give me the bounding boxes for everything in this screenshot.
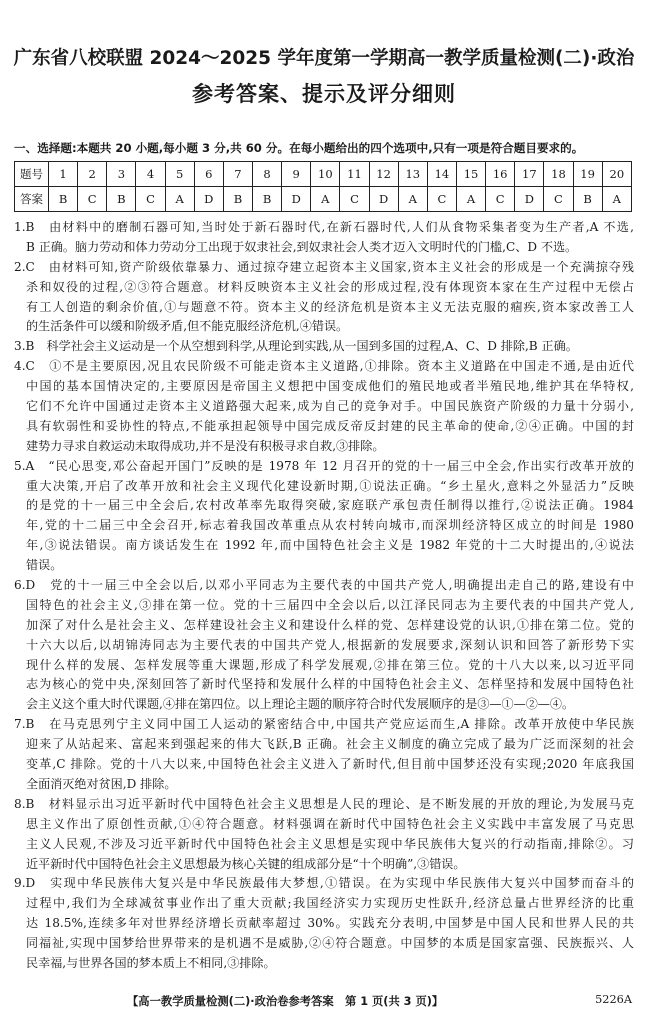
explanation-item (14, 357, 634, 456)
explanation-line: 中国的基本国情决定的,主要原因是帝国主义想把中国变成他们的殖民地或者半殖民地,维护其在华特权, (26, 379, 634, 394)
explanation-item (14, 795, 634, 875)
answer-cell: B (573, 187, 602, 212)
question-number-cell: 3 (107, 162, 136, 187)
explanation-line: 志为核心的党中央,深刻回答了新时代坚持和发展什么样的中国特色社会主义、怎样坚持和发展中国特色社 (26, 677, 634, 692)
explanation-line: 的生活条件可以缓和阶级矛盾,但不能克服经济危机,④错误。 (26, 319, 349, 334)
answer-cell: A (165, 187, 194, 212)
question-number-cell: 7 (223, 162, 252, 187)
explanation-line: 全面消灭绝对贫困,D 排除。 (26, 776, 177, 791)
explanation-line: 十六大以后,以胡锦涛同志为主要代表的中国共产党人,根据新的发展要求,深刻认识和回答了新形势下实 (26, 637, 634, 652)
explanation-first-line: 8.B 材料显示出习近平新时代中国特色社会主义思想是人民的理论、是不断发展的开放的理论,为发展马克 (14, 796, 634, 811)
question-number-cell: 11 (340, 162, 369, 187)
answer-cell: A (311, 187, 340, 212)
explanation-line: 它们不允许中国通过走资本主义道路强大起来,成为自己的竞争对手。中国民族资产阶级的力量十分弱小, (26, 399, 634, 414)
explanation-line: 建势力寻求自救运动未取得成功,并不是没有积极寻求自救,③排除。 (26, 438, 385, 453)
explanation-line: 过程中,我们为全球减贫事业作出了重大贡献;我国经济实力实现历史性跃升,经济总量占世界经济的比重 (26, 896, 634, 911)
explanation-line: 思主义作出了原创性贡献,①④符合题意。材料强调在新时代中国特色社会主义实践中丰富发展了马克思 (26, 816, 634, 831)
answer-table-answer-row (15, 187, 632, 212)
explanation-first-line: 1.B 由材料中的磨制石器可知,当时处于新石器时代,在新石器时代,人们从食物采集者变为生产者,A 不选, (14, 220, 634, 234)
question-number-cell: 4 (136, 162, 165, 187)
question-number-cell: 16 (486, 162, 515, 187)
explanation-item (14, 218, 634, 258)
explanations-list (14, 218, 634, 974)
explanation-first-line: 9.D 实现中华民族伟大复兴是中华民族最伟大梦想,①错误。在为实现中华民族伟大复兴中国梦而奋斗的 (14, 876, 634, 891)
answer-cell: B (223, 187, 252, 212)
answer-cell: B (252, 187, 281, 212)
answer-cell: B (49, 187, 78, 212)
question-number-cell: 9 (282, 162, 311, 187)
answer-table (14, 161, 632, 212)
explanation-line: 会主义这个重大时代课题,④排在第四位。以上理论主题的顺序符合时代发展顺序的是③—①—②—④。 (26, 697, 575, 712)
answer-table-number-row (15, 162, 632, 187)
explanation-line: 变革,C 排除。党的十八大以来,中国特色社会主义进入了新时代,但目前中国梦还没有实现;2020 年底我国 (26, 757, 634, 772)
question-number-cell: 20 (602, 162, 631, 187)
explanation-line: 国特色的社会主义,③排在第一位。党的十三届四中全会以后,以江泽民同志为主要代表的中国共产党人, (26, 597, 634, 612)
answer-cell: A (602, 187, 631, 212)
explanation-line: 现什么样的发展、怎样发展等重大课题,形成了科学发展观,②排在第三位。党的十八大以来,以习近平同 (26, 657, 634, 672)
explanation-first-line: 4.C ①不是主要原因,况且农民阶级不可能走资本主义道路,①排除。资本主义道路在中国走不通,是由近代 (14, 359, 634, 374)
question-number-cell: 14 (427, 162, 456, 187)
explanation-line: 年,③说法错误。南方谈话发生在 1992 年,而中国特色社会主义是 1982 年党的十二大时提出的,④说法 (26, 538, 634, 553)
answer-cell: B (107, 187, 136, 212)
answer-cell: C (340, 187, 369, 212)
explanation-line: 具有软弱性和妥协性的特点,不能承担起领导中国完成反帝反封建的民主革命的使命,②④正确。中国的封 (26, 418, 634, 433)
answer-cell: C (427, 187, 456, 212)
document-subtitle: 参考答案、提示及评分细则 (192, 82, 456, 106)
explanation-line: B 正确。脑力劳动和体力劳动分工出现于奴隶社会,到奴隶社会人类才迈入文明时代的门槛,C、D 不选。 (26, 239, 578, 254)
question-number-cell: 1 (49, 162, 78, 187)
question-number-cell: 5 (165, 162, 194, 187)
answer-cell: A (456, 187, 485, 212)
explanation-item (14, 258, 634, 338)
question-number-cell: 18 (544, 162, 573, 187)
question-number-cell: 15 (456, 162, 485, 187)
question-number-cell: 17 (515, 162, 544, 187)
explanation-first-line: 7.B 在马克思列宁主义同中国工人运动的紧密结合中,中国共产党应运而生,A 排除。改革开放使中华民族 (14, 717, 634, 732)
answer-cell: C (544, 187, 573, 212)
row-label-number: 题号 (15, 162, 49, 187)
answer-cell: C (78, 187, 107, 212)
explanation-item (14, 457, 634, 576)
question-number-cell: 6 (194, 162, 223, 187)
answer-cell: C (136, 187, 165, 212)
explanation-item (14, 337, 634, 357)
section-heading: 一、选择题:本题共 20 小题,每小题 3 分,共 60 分。在每小题给出的四个选项中,只有一项是符合题目要求的。 (14, 141, 584, 155)
explanation-line: 民幸福,与世界各国的梦本质上不相同,③排除。 (26, 955, 276, 970)
footer-text: 【高一教学质量检测(二)·政治卷参考答案 第 1 页(共 3 页)】 (127, 995, 444, 1008)
explanation-line: 的是党的十一届三中全会后,农村改革率先取得突破,家庭联产承包责任制得以推行,②说法正确。1984 (26, 498, 634, 513)
explanation-line: 近平新时代中国特色社会主义思想最为核心关键的组成部分是“十个明确”,③错误。 (26, 856, 466, 871)
explanation-item (14, 715, 634, 795)
question-number-cell: 12 (369, 162, 398, 187)
explanation-line: 加深了对什么是社会主义、怎样建设社会主义和建设什么样的党、怎样建设党的认识,①排在第二位。党的 (26, 617, 634, 632)
answer-cell: A (398, 187, 427, 212)
answer-cell: D (369, 187, 398, 212)
explanation-line: 同福祉,实现中国梦给世界带来的是机遇不是威胁,②④符合题意。中国梦的本质是国家富强、民族振兴、人 (26, 936, 634, 951)
paper-code: 5226A (595, 993, 632, 1006)
explanation-line: 有工人创造的剩余价值,①与题意不符。资本主义的经济危机是资本主义无法克服的痼疾,资本家改善工人 (26, 299, 634, 314)
question-number-cell: 8 (252, 162, 281, 187)
question-number-cell: 19 (573, 162, 602, 187)
explanation-line: 主义人民观,不涉及习近平新时代中国特色社会主义思想是实现中华民族伟大复兴的行动指南,排除②。习 (26, 836, 634, 851)
question-number-cell: 10 (311, 162, 340, 187)
explanation-line: 杀和奴役的过程,②③符合题意。材料反映资本主义社会的形成过程,没有体现资本家在生产过程中无偿占 (26, 279, 634, 294)
document-title: 广东省八校联盟 2024～2025 学年度第一学期高一教学质量检测(二)·政治 (13, 48, 635, 69)
answer-cell: D (282, 187, 311, 212)
explanation-line: 达 18.5%,连续多年对世界经济增长贡献率超过 30%。实践充分表明,中国梦是中国人民和世界人民的共 (26, 916, 634, 931)
explanation-first-line: 5.A “民心思变,邓公奋起开国门”反映的是 1978 年 12 月召开的党的十一届三中全会,作出实行改革开放的 (14, 458, 634, 473)
explanation-line: 年,党的十二届三中全会召开,标志着我国改革重点从农村转向城市,而深圳经济特区成立的时间是 1980 (26, 518, 634, 533)
row-label-answer: 答案 (15, 187, 49, 212)
explanation-first-line: 2.C 由材料可知,资产阶级依靠暴力、通过掠夺建立起资本主义国家,资本主义社会的形成是一个充满掠夺残 (14, 259, 634, 274)
answer-cell: D (515, 187, 544, 212)
explanation-item (14, 576, 634, 715)
question-number-cell: 2 (78, 162, 107, 187)
explanation-item (14, 874, 634, 973)
explanation-line: 迎来了从站起来、富起来到强起来的伟大飞跃,B 正确。社会主义制度的确立完成了最为广泛而深刻的社会 (26, 737, 634, 752)
explanation-line: 错误。 (26, 558, 63, 573)
explanation-first-line: 3.B 科学社会主义运动是一个从空想到科学,从理论到实践,从一国到多国的过程,A、C、D 排除,B 正确。 (14, 339, 578, 354)
explanation-line: 重大决策,开启了改革开放和社会主义现代化建设新时期,①说法正确。“乡土星火,意料之外显活力”反映 (26, 478, 634, 493)
answer-cell: C (486, 187, 515, 212)
answer-cell: D (194, 187, 223, 212)
explanation-first-line: 6.D 党的十一届三中全会以后,以邓小平同志为主要代表的中国共产党人,明确提出走自己的路,建设有中 (14, 578, 634, 593)
question-number-cell: 13 (398, 162, 427, 187)
